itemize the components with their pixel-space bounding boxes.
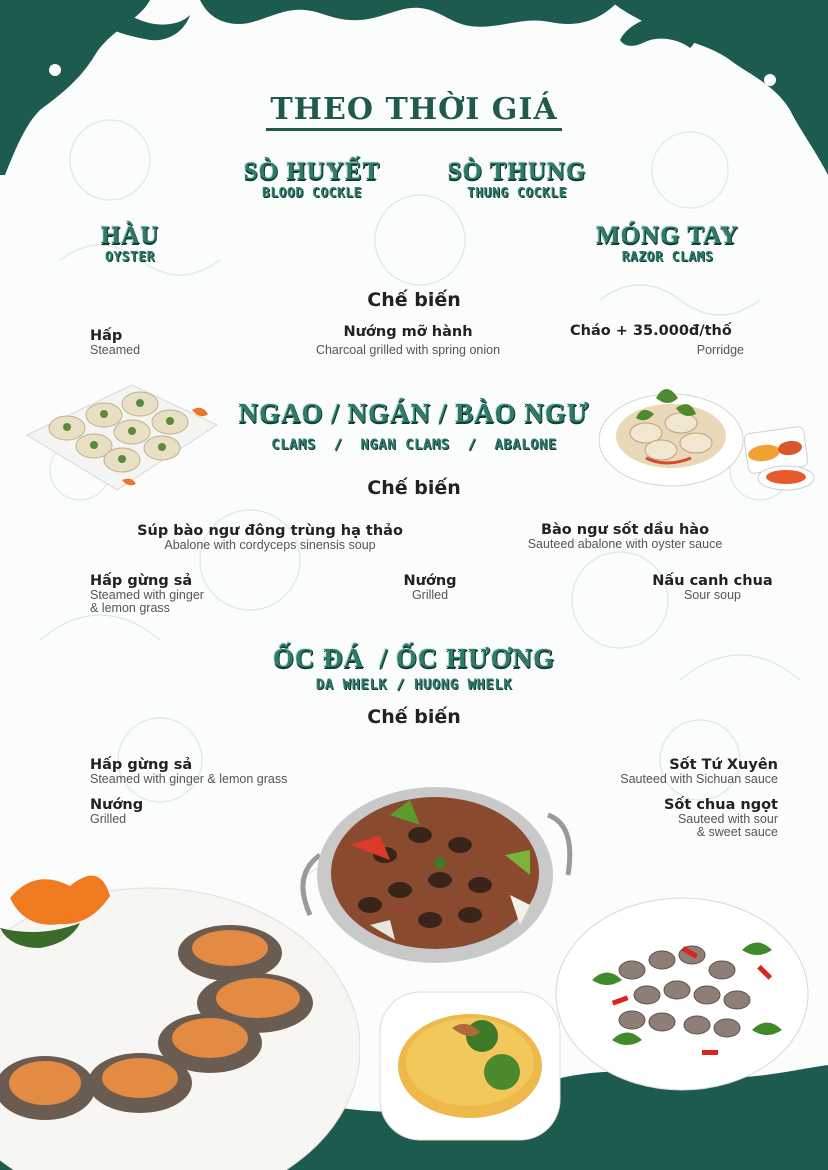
menu-item-grilled-spring-onion bbox=[288, 324, 528, 357]
menu-item-abalone-oyster-sauce bbox=[500, 522, 750, 551]
top-left-crab-decoration bbox=[0, 0, 200, 180]
item-en: Charcoal grilled with spring onion bbox=[315, 343, 501, 357]
top-decor-band bbox=[200, 0, 620, 70]
item-en-line1: Sauteed with sour bbox=[677, 812, 778, 826]
menu-item-steamed-ginger bbox=[90, 573, 204, 615]
species-razor-clams bbox=[590, 222, 745, 265]
menu-item-whelk-steamed bbox=[90, 757, 287, 786]
menu-item-abalone-cordyceps bbox=[120, 523, 420, 552]
item-en: Grilled bbox=[90, 812, 127, 826]
item-vi: Cháo + 35.000đ/thố bbox=[570, 323, 732, 339]
menu-item-grilled bbox=[380, 573, 480, 602]
item-vi: Hấp bbox=[90, 328, 123, 344]
item-en-line1: Steamed with ginger bbox=[90, 588, 204, 602]
menu-item-porridge bbox=[570, 323, 750, 357]
item-en: Porridge bbox=[696, 343, 744, 357]
item-vi: Sốt chua ngọt bbox=[663, 797, 778, 813]
item-en: Sour soup bbox=[684, 588, 741, 602]
item-vi: Sốt Tứ Xuyên bbox=[669, 757, 778, 773]
section2-title-en: CLAMS / NGAN CLAMS / ABALONE bbox=[271, 437, 557, 453]
item-en-line2: & sweet sauce bbox=[696, 825, 778, 839]
species-thung-cockle bbox=[432, 158, 602, 201]
species-en: OYSTER bbox=[105, 250, 155, 265]
item-vi: Bào ngư sốt dầu hào bbox=[540, 522, 710, 538]
menu-item-steamed bbox=[90, 328, 140, 357]
species-vi: SÒ HUYẾT bbox=[243, 158, 381, 185]
item-vi: Nướng bbox=[403, 573, 457, 589]
item-en: Grilled bbox=[411, 588, 449, 602]
menu-item-sichuan bbox=[560, 757, 778, 786]
item-vi: Nấu canh chua bbox=[652, 573, 773, 589]
item-vi: Nướng bbox=[90, 797, 144, 813]
species-en: RAZOR CLAMS bbox=[621, 250, 714, 265]
top-right-crab-decoration bbox=[600, 0, 828, 180]
item-vi: Súp bào ngư đông trùng hạ thảo bbox=[137, 523, 403, 539]
section2-heading: Chế biến bbox=[367, 477, 461, 499]
species-vi: HÀU bbox=[100, 222, 160, 249]
item-vi: Hấp gừng sả bbox=[90, 573, 193, 589]
menu-item-sour-soup bbox=[640, 573, 785, 602]
page-title: THEO THỜI GIÁ bbox=[270, 92, 558, 127]
section2-title-vi: NGAO / NGÁN / BÀO NGƯ bbox=[238, 398, 590, 428]
menu-item-whelk-grilled bbox=[90, 797, 143, 826]
item-en-line2: & lemon grass bbox=[90, 601, 170, 615]
item-en: Sauteed with Sichuan sauce bbox=[620, 772, 778, 786]
section3-title-en: DA WHELK / HUONG WHELK bbox=[315, 677, 513, 693]
whelk-salad-photo bbox=[552, 890, 812, 1102]
species-vi: SÒ THUNG bbox=[447, 158, 587, 185]
grilled-abalone-photo bbox=[0, 868, 360, 1170]
item-en: Abalone with cordyceps sinensis soup bbox=[164, 538, 376, 552]
item-en: Steamed bbox=[90, 343, 141, 357]
species-blood-cockle bbox=[232, 158, 392, 201]
item-en: Sauteed abalone with oyster sauce bbox=[527, 537, 723, 551]
species-oyster bbox=[70, 222, 190, 265]
title-underline bbox=[266, 128, 562, 131]
section3-heading: Chế biến bbox=[367, 706, 461, 728]
species-vi: MÓNG TAY bbox=[596, 222, 739, 249]
custard-bowl-photo bbox=[372, 986, 568, 1146]
section1-heading: Chế biến bbox=[367, 289, 461, 311]
item-en: Steamed with ginger & lemon grass bbox=[90, 772, 288, 786]
item-vi: Hấp gừng sả bbox=[90, 757, 193, 773]
species-en: THUNG COCKLE bbox=[467, 186, 567, 201]
item-vi: Nướng mỡ hành bbox=[343, 324, 473, 340]
menu-item-sweet-sour bbox=[600, 797, 778, 839]
species-en: BLOOD COCKLE bbox=[262, 186, 362, 201]
section3-title-vi: ỐC ĐÁ / ỐC HƯƠNG bbox=[272, 643, 556, 673]
